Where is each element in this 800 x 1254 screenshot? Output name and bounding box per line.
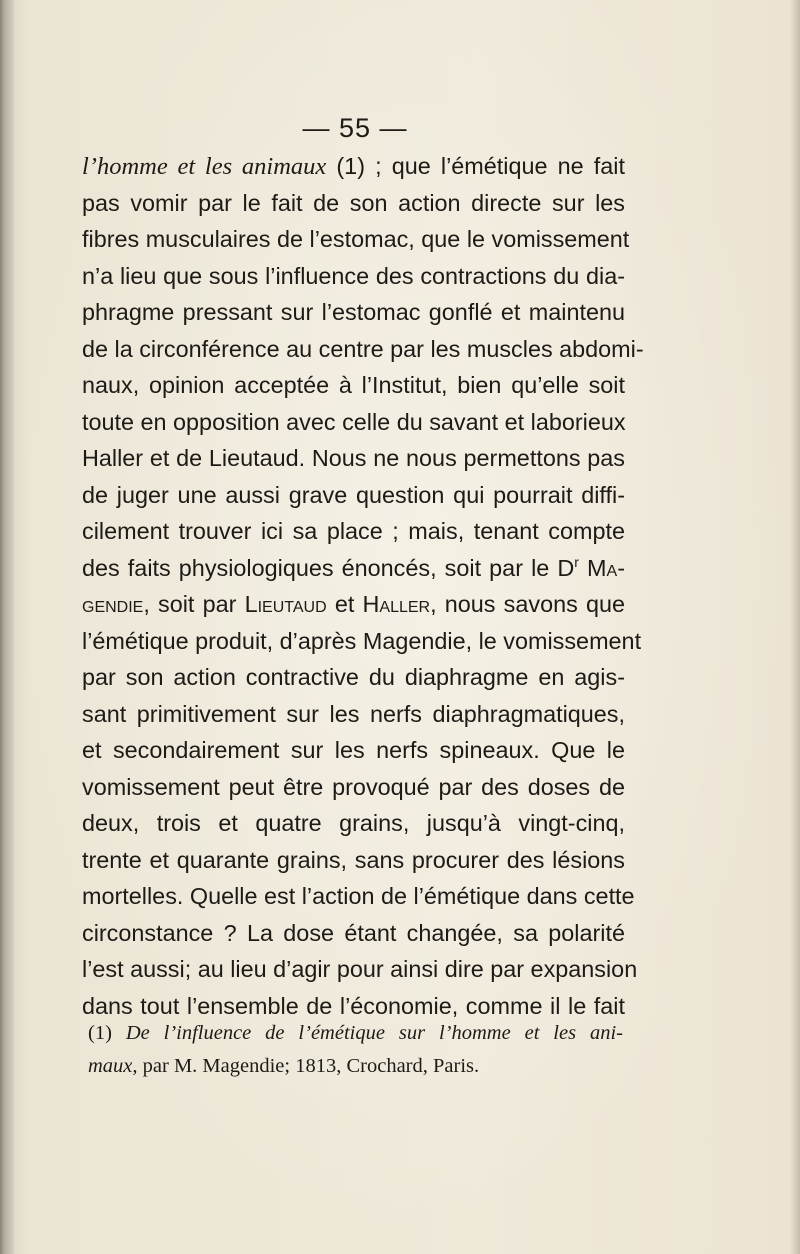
page-number: — 55 — xyxy=(302,113,408,143)
text-line: de la circonférence au centre par les muscles abdomi- xyxy=(82,335,644,362)
page-binding-edge xyxy=(0,0,14,1254)
page-right-edge xyxy=(790,0,800,1254)
text-line: pas vomir par le fait de son action directe sur les xyxy=(82,189,625,216)
author-name-smallcaps: Haller xyxy=(362,591,431,617)
text-line: l’homme et les animaux (1) ; que l’émétique ne fait xyxy=(82,153,625,180)
text-line: cilement trouver ici sa place ; mais, tenant compte xyxy=(82,518,625,544)
footnote-title-italic: maux, xyxy=(88,1055,138,1077)
text-line: mortelles. Quelle est l’action de l’émétique dans cette xyxy=(82,883,635,909)
text-line: trente et quarante grains, sans procurer des lésions xyxy=(82,846,625,873)
text-line: de juger une aussi grave question qui pourrait diffi- xyxy=(82,481,625,508)
author-name-smallcaps: Lieutaud xyxy=(244,591,327,617)
footnote-marker: (1) xyxy=(88,1022,126,1044)
superscript: r xyxy=(574,553,579,570)
text-line: deux, trois et quatre grains, jusqu’à vingt-cinq, xyxy=(82,810,625,836)
footnote-line xyxy=(88,1050,623,1083)
text-line: toute en opposition avec celle du savant et laborieux xyxy=(82,408,626,435)
text-line: par son action contractive du diaphragme en agis- xyxy=(82,664,625,690)
text-line: naux, opinion acceptée à l’Institut, bien qu’elle soit xyxy=(82,372,625,398)
book-title-italic: l’homme et les animaux xyxy=(82,153,327,180)
author-name-smallcaps: gendie xyxy=(82,591,144,617)
text-line: fibres musculaires de l’estomac, que le vomissement xyxy=(82,226,630,252)
author-name-smallcaps: Ma- xyxy=(578,554,625,581)
text-line: n’a lieu que sous l’influence des contractions du dia- xyxy=(82,262,625,289)
text-line: phragme pressant sur l’estomac gonflé et maintenu xyxy=(82,299,625,325)
text-line: et secondairement sur les nerfs spineaux. Que le xyxy=(82,737,625,763)
text-line: dans tout l’ensemble de l’économie, comme il le fait xyxy=(82,992,625,1019)
text-line: sant primitivement sur les nerfs diaphragmatiques, xyxy=(82,700,625,727)
text-line: l’est aussi; au lieu d’agir pour ainsi dire par expansion xyxy=(82,956,638,982)
footnote xyxy=(88,1017,623,1083)
text-line: circonstance ? La dose étant changée, sa polarité xyxy=(82,919,625,946)
text-line: gendie, soit par Lieutaud et Haller, nous savons que xyxy=(82,591,625,617)
text-line: des faits physiologiques énoncés, soit par le $D^r$ Ma- xyxy=(82,553,625,581)
text-line: vomissement peut être provoqué par des doses de xyxy=(82,773,625,800)
footnote-line xyxy=(88,1017,623,1050)
footnote-citation: par M. Magendie; 1813, Crochard, Paris. xyxy=(137,1055,480,1077)
text-line: Haller et de Lieutaud. Nous ne nous permettons pas xyxy=(82,445,625,471)
body-text xyxy=(82,148,644,1024)
footnote-title-italic: De l’influence de l’émétique sur l’homme et les ani- xyxy=(125,1022,623,1044)
text-line: l’émétique produit, d’après Magendie, le vomissement xyxy=(82,627,642,654)
